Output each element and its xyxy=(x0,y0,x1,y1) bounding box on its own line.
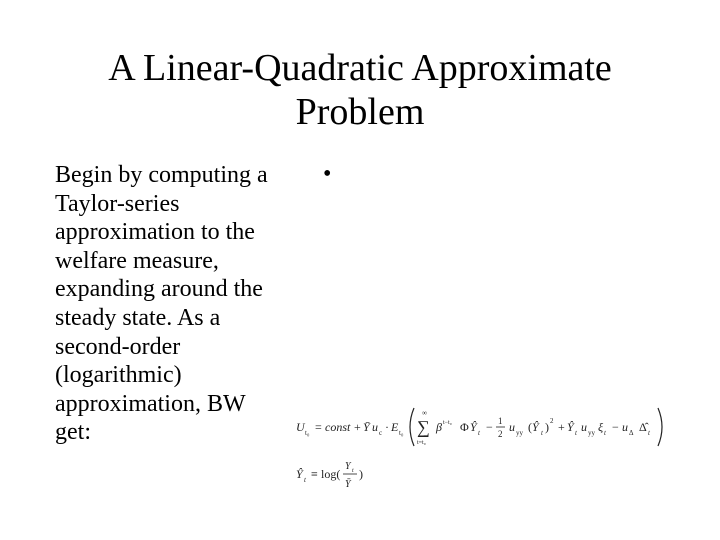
eq-expectation: E xyxy=(391,420,399,434)
eq-beta-sup: t−t₀ xyxy=(443,420,452,426)
eq-sigma: ∑ xyxy=(417,417,430,437)
eq-udelta-sub: Δ xyxy=(629,429,634,437)
eq-equals: = xyxy=(315,420,322,434)
slide-title xyxy=(0,46,720,134)
eq2-lhs-sub: t xyxy=(304,476,306,484)
eq-const: const xyxy=(325,420,351,434)
eq-phi: Φ xyxy=(460,420,469,434)
eq-xi: ξ xyxy=(598,420,604,434)
eq-yhat-2-sub: t xyxy=(541,429,543,437)
eq2-lhs: Ŷ xyxy=(296,467,303,481)
title-line-1: A Linear-Quadratic Approximate xyxy=(108,47,612,89)
eq-e-sub: t₀ xyxy=(399,429,404,437)
eq-left-paren xyxy=(410,408,414,446)
eq-beta: β xyxy=(436,420,442,434)
eq-u-sub: c xyxy=(379,429,383,437)
eq-yhat-1-sub: t xyxy=(478,429,480,437)
eq2-num: Y xyxy=(345,461,351,472)
eq-uyy-2-sub: yy xyxy=(588,429,595,437)
eq2-close: ) xyxy=(359,467,363,481)
eq-right-paren xyxy=(658,408,662,446)
eq-plus-2: + xyxy=(558,420,565,434)
eq-yhat-1: Ŷ xyxy=(470,420,477,434)
eq-lhs-sub: t₀ xyxy=(305,429,310,437)
eq-yhat-2: Ŷ xyxy=(532,420,539,434)
body-text: Begin by computing a Taylor-series approximation to the welfare measure, expanding around the steady state. As a second-order (logarithmic) approximation, BW get: xyxy=(55,162,268,446)
eq-plus-1: + xyxy=(354,420,361,434)
welfare-equation xyxy=(294,404,684,450)
bullet-point: • xyxy=(323,161,332,187)
eq-square: 2 xyxy=(550,417,554,425)
eq-u: u xyxy=(372,420,378,434)
eq2-num-sub: t xyxy=(352,468,354,474)
eq-minus-2: − xyxy=(612,420,619,434)
eq-ybar: Ȳ xyxy=(363,420,370,434)
eq2-den: Ȳ xyxy=(345,479,351,490)
eq-half-den: 2 xyxy=(498,429,503,439)
eq-delta-sub: t xyxy=(648,429,650,437)
eq-half-num: 1 xyxy=(498,416,503,426)
eq-delta-hat: Δ̂ xyxy=(639,420,647,434)
eq-minus-1: − xyxy=(486,420,493,434)
eq-uyy-sub: yy xyxy=(516,429,523,437)
eq-uyy: u xyxy=(509,420,515,434)
eq-xi-sub: t xyxy=(604,429,606,437)
eq-udelta: u xyxy=(622,420,628,434)
eq-paren-close: ) xyxy=(545,420,549,434)
eq-yhat-3: Ŷ xyxy=(567,420,574,434)
eq-paren-open: ( xyxy=(528,420,532,434)
yhat-definition-equation xyxy=(294,456,374,496)
eq-uyy-2: u xyxy=(581,420,587,434)
eq2-log: log( xyxy=(321,467,341,481)
eq-sum-bottom: t=t₀ xyxy=(417,440,426,446)
title-line-2: Problem xyxy=(295,91,425,133)
eq-yhat-3-sub: t xyxy=(575,429,577,437)
eq-dot: · xyxy=(385,420,389,434)
eq2-equiv: ≡ xyxy=(311,467,318,481)
eq-sum-top: ∞ xyxy=(422,409,427,417)
eq-lhs: U xyxy=(296,420,305,434)
